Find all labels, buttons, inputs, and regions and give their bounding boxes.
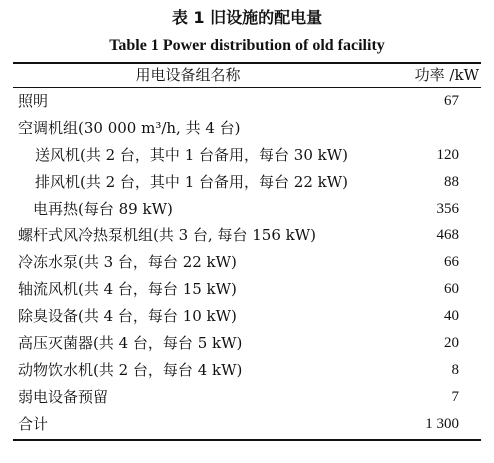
- table-row: [13, 330, 481, 357]
- table-header: [13, 62, 481, 87]
- row-name: 空调机组(30 000 m³/h, 共 4 台): [18, 118, 241, 137]
- table-title-en: Table 1 Power distribution of old facility: [109, 37, 385, 54]
- row-name: 排风机(共 2 台，其中 1 台备用，每台 22 kW): [35, 172, 348, 191]
- table-row-total: [13, 411, 481, 438]
- row-name: 轴流风机(共 4 台，每台 15 kW): [18, 280, 237, 299]
- table-row: [13, 384, 481, 411]
- row-value: 20: [444, 335, 459, 352]
- table-body: [13, 88, 481, 438]
- table-row: [13, 303, 481, 330]
- row-name: 螺杆式风冷热泵机组(共 3 台, 每台 156 kW): [18, 226, 316, 245]
- row-value: 8: [451, 361, 459, 378]
- row-value: 1 300: [425, 415, 459, 432]
- table-row: [13, 276, 481, 303]
- table-row: [13, 249, 481, 276]
- row-name: 送风机(共 2 台，其中 1 台备用，每台 30 kW): [35, 145, 348, 164]
- table-row: [13, 88, 481, 115]
- row-value: 67: [444, 93, 459, 109]
- row-name: 弱电设备预留: [18, 387, 109, 406]
- row-value: 7: [451, 388, 459, 405]
- row-value: 356: [436, 200, 459, 217]
- row-name: 合计: [18, 414, 49, 433]
- row-value: 66: [444, 254, 459, 271]
- row-name: 动物饮水机(共 2 台，每台 4 kW): [18, 360, 243, 379]
- header-power: 功率 /kW: [414, 66, 479, 84]
- table-row: [13, 169, 481, 196]
- table-row: [13, 222, 481, 249]
- row-value: 40: [444, 308, 459, 325]
- row-name: 冷冻水泵(共 3 台，每台 22 kW): [18, 253, 237, 272]
- table-row: [13, 115, 481, 142]
- row-value: 120: [436, 146, 459, 163]
- table-title-cn: 表 1 旧设施的配电量: [171, 8, 323, 27]
- row-name: 除臭设备(共 4 台，每台 10 kW): [18, 307, 237, 326]
- row-name: 电再热(每台 89 kW): [33, 199, 173, 218]
- row-value: 88: [444, 173, 459, 190]
- table-row: [13, 357, 481, 384]
- row-name: 高压灭菌器(共 4 台，每台 5 kW): [18, 334, 243, 353]
- row-value: 468: [436, 227, 459, 244]
- table-row: [13, 196, 481, 223]
- table-row: [13, 142, 481, 169]
- row-value: 60: [444, 281, 459, 298]
- bottom-rule: [13, 439, 481, 441]
- row-name: 照明: [18, 92, 49, 110]
- header-name: 用电设备组名称: [135, 66, 241, 84]
